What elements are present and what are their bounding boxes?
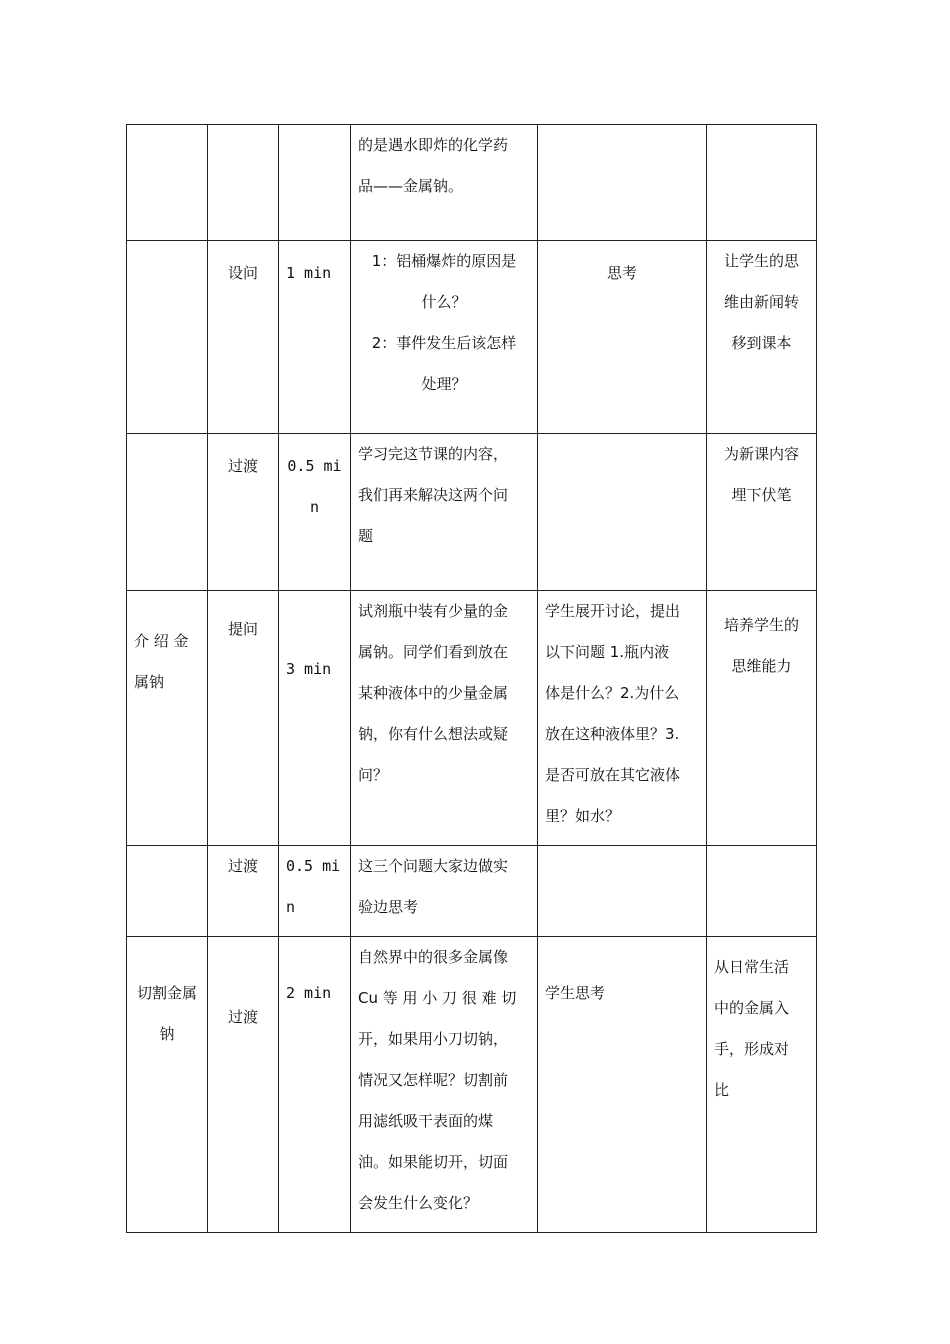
content-cell: [351, 434, 538, 591]
student-cell: [538, 846, 707, 937]
content-cell: [351, 591, 538, 846]
purpose-line: 让学生的思: [723, 252, 799, 270]
purpose-cell: [707, 937, 817, 1233]
purpose-cell: [707, 846, 817, 937]
content-line: 验边思考: [358, 898, 419, 916]
purpose-line: 思维能力: [731, 657, 792, 675]
method-cell: 过渡: [208, 434, 279, 591]
content-line: 用滤纸吸干表面的煤: [358, 1112, 494, 1130]
time-cell: 3 min: [279, 591, 351, 846]
method-cell: 过渡: [208, 937, 279, 1233]
method-cell: 过渡: [208, 846, 279, 937]
stage-cell: [127, 125, 208, 241]
purpose-line: 中的金属入: [714, 999, 790, 1017]
student-cell: 思考: [538, 241, 707, 434]
content-line: 会发生什么变化？: [358, 1194, 479, 1212]
lesson-plan-table: [126, 124, 817, 1233]
content-line: 处理？: [421, 375, 467, 393]
content-line: 题: [358, 527, 374, 545]
student-line: 以下问题 1.瓶内液: [545, 643, 670, 661]
stage-cell: [127, 846, 208, 937]
content-cell: [351, 846, 538, 937]
content-line: 这三个问题大家边做实: [358, 857, 509, 875]
content-line: 品——金属钠。: [358, 177, 464, 195]
content-line: 油。如果能切开，切面: [358, 1153, 509, 1171]
content-line: 的是遇水即炸的化学药: [358, 136, 509, 154]
table-row: [127, 434, 817, 591]
time-cell: 1 min: [279, 241, 351, 434]
student-line: 学生展开讨论，提出: [545, 602, 681, 620]
stage-cell: [127, 434, 208, 591]
content-line: Cu 等 用 小 刀 很 难 切: [358, 989, 517, 1007]
content-line: 什么？: [421, 293, 467, 311]
purpose-line: 埋下伏笔: [731, 486, 792, 504]
content-line: 2：事件发生后该怎样: [371, 334, 517, 352]
stage-cell: [127, 241, 208, 434]
purpose-cell: [707, 591, 817, 846]
content-line: 我们再来解决这两个问: [358, 486, 509, 504]
purpose-cell: [707, 241, 817, 434]
student-cell: [538, 125, 707, 241]
student-line: 放在这种液体里？3.: [545, 725, 680, 743]
student-line: 是否可放在其它液体: [545, 766, 681, 784]
method-cell: [208, 125, 279, 241]
content-cell: [351, 241, 538, 434]
purpose-line: 比: [714, 1081, 730, 1099]
purpose-line: 为新课内容: [723, 445, 799, 463]
content-line: 问？: [358, 766, 389, 784]
purpose-cell: [707, 434, 817, 591]
student-cell: 学生思考: [538, 937, 707, 1233]
purpose-line: 从日常生活: [714, 958, 790, 976]
student-cell: [538, 591, 707, 846]
content-cell: [351, 125, 538, 241]
content-line: 情况又怎样呢？切割前: [358, 1071, 509, 1089]
purpose-line: 维由新闻转: [723, 293, 799, 311]
purpose-line: 移到课本: [731, 334, 792, 352]
time-cell: 0.5 min: [279, 434, 351, 591]
table-row: [127, 241, 817, 434]
time-cell: 0.5 min: [279, 846, 351, 937]
stage-cell: 切割金属钠: [127, 937, 208, 1233]
purpose-line: 手，形成对: [714, 1040, 790, 1058]
purpose-cell: [707, 125, 817, 241]
content-line: 某种液体中的少量金属: [358, 684, 509, 702]
table-row: [127, 846, 817, 937]
table-row: [127, 125, 817, 241]
table-row: [127, 591, 817, 846]
student-cell: [538, 434, 707, 591]
content-line: 学习完这节课的内容，: [358, 445, 509, 463]
content-line: 钠，你有什么想法或疑: [358, 725, 509, 743]
content-line: 试剂瓶中装有少量的金: [358, 602, 509, 620]
time-cell: 2 min: [279, 937, 351, 1233]
stage-cell: 介 绍 金 属钠: [127, 591, 208, 846]
content-line: 属钠。同学们看到放在: [358, 643, 509, 661]
content-line: 1：铝桶爆炸的原因是: [371, 252, 517, 270]
student-line: 体是什么？2.为什么: [545, 684, 680, 702]
purpose-line: 培养学生的: [723, 616, 799, 634]
method-cell: 设问: [208, 241, 279, 434]
content-line: 开，如果用小刀切钠，: [358, 1030, 509, 1048]
method-cell: 提问: [208, 591, 279, 846]
content-cell: [351, 937, 538, 1233]
student-line: 里？如水？: [545, 807, 621, 825]
time-cell: [279, 125, 351, 241]
content-line: 自然界中的很多金属像: [358, 948, 509, 966]
table-row: [127, 937, 817, 1233]
